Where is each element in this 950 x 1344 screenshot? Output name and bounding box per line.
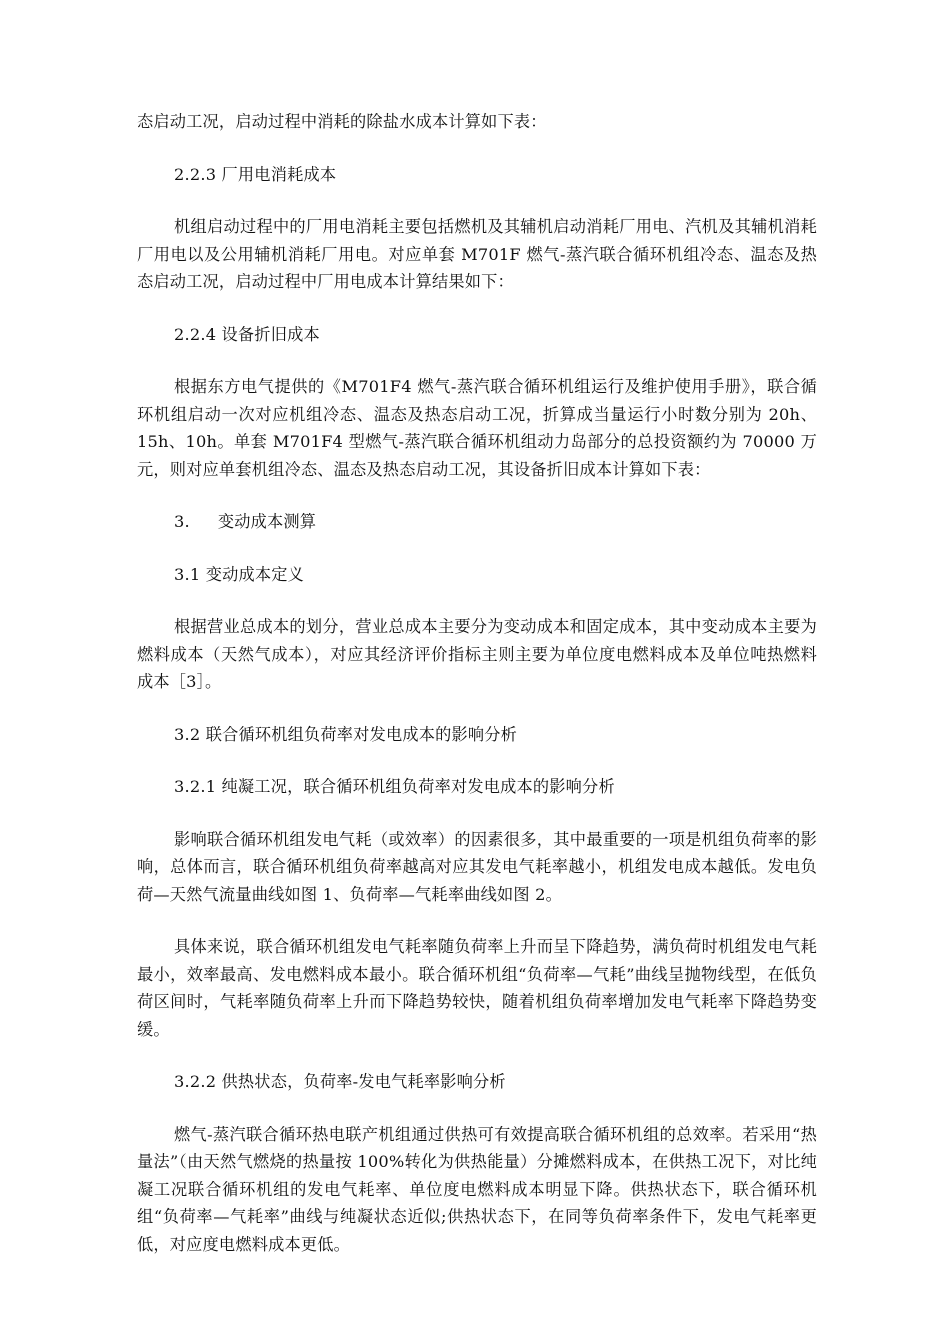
paragraph-depreciation-cost: 根据东方电气提供的《M701F4 燃气-蒸汽联合循环机组运行及维护使用手册》，联合循环机组启动一次对应机组冷态、温态及热态启动工况，折算成当量运行小时数分别为 20h、15h、10h。单套 M701F4 型燃气-蒸汽联合循环机组动力岛部分的总投资额约为 70000 万元，则对应单套机组冷态、温态及热态启动工况，其设备折旧成本计算如下表： — [137, 377, 817, 479]
section-heading-3-1: 3.1 变动成本定义 — [174, 564, 305, 584]
section-number: 3. — [174, 512, 190, 531]
paragraph-station-power-cost: 机组启动过程中的厂用电消耗主要包括燃机及其辅机启动消耗厂用电、汽机及其辅机消耗厂用电以及公用辅机消耗厂用电。对应单套 M701F 燃气-蒸汽联合循环机组冷态、温态及热态启动工况，启动过程中厂用电成本计算结果如下： — [137, 217, 817, 291]
section-heading-3 — [137, 508, 817, 536]
section-heading-3-2-2: 3.2.2 供热状态，负荷率-发电气耗率影响分析 — [174, 1072, 506, 1091]
section-heading-3-2: 3.2 联合循环机组负荷率对发电成本的影响分析 — [174, 724, 518, 744]
paragraph-load-rate-impact: 影响联合循环机组发电气耗（或效率）的因素很多，其中最重要的一项是机组负荷率的影响，总体而言，联合循环机组负荷率越高对应其发电气耗率越小，机组发电成本越低。发电负荷—天然气流量曲线如图 1、负荷率—气耗率曲线如图 2。 — [137, 829, 817, 904]
section-heading-2-2-3: 2.2.3 厂用电消耗成本 — [174, 164, 337, 184]
section-heading-3-2-1: 3.2.1 纯凝工况，联合循环机组负荷率对发电成本的影响分析 — [174, 777, 615, 796]
paragraph-continued: 态启动工况，启动过程中消耗的除盐水成本计算如下表： — [137, 112, 547, 131]
paragraph-heating-state-analysis: 燃气-蒸汽联合循环热电联产机组通过供热可有效提高联合循环机组的总效率。若采用“热量法”（由天然气燃烧的热量按 100%转化为供热能量）分摊燃料成本，在供热工况下，对比纯凝工况联合循环机组的发电气耗率、单位度电燃料成本明显下降。供热状态下，联合循环机组“负荷率—气耗率”曲线与纯凝状态近似;供热状态下，在同等负荷率条件下，发电气耗率更低，对应度电燃料成本更低。 — [137, 1124, 817, 1254]
paragraph-variable-cost-definition: 根据营业总成本的划分，营业总成本主要分为变动成本和固定成本，其中变动成本主要为燃料成本（天然气成本），对应其经济评价指标主则主要为单位度电燃料成本及单位吨热燃料成本［3］。 — [137, 617, 817, 691]
section-heading-2-2-4: 2.2.4 设备折旧成本 — [174, 324, 320, 344]
section-title: 变动成本测算 — [217, 512, 317, 531]
document-body — [137, 108, 817, 1283]
paragraph-gas-consumption-trend: 具体来说，联合循环机组发电气耗率随负荷率上升而呈下降趋势，满负荷时机组发电气耗最小，效率最高、发电燃料成本最小。联合循环机组“负荷率—气耗”曲线呈抛物线型，在低负荷区间时，气耗率随负荷率上升而下降趋势较快，随着机组负荷率增加发电气耗率下降趋势变缓。 — [137, 937, 817, 1039]
